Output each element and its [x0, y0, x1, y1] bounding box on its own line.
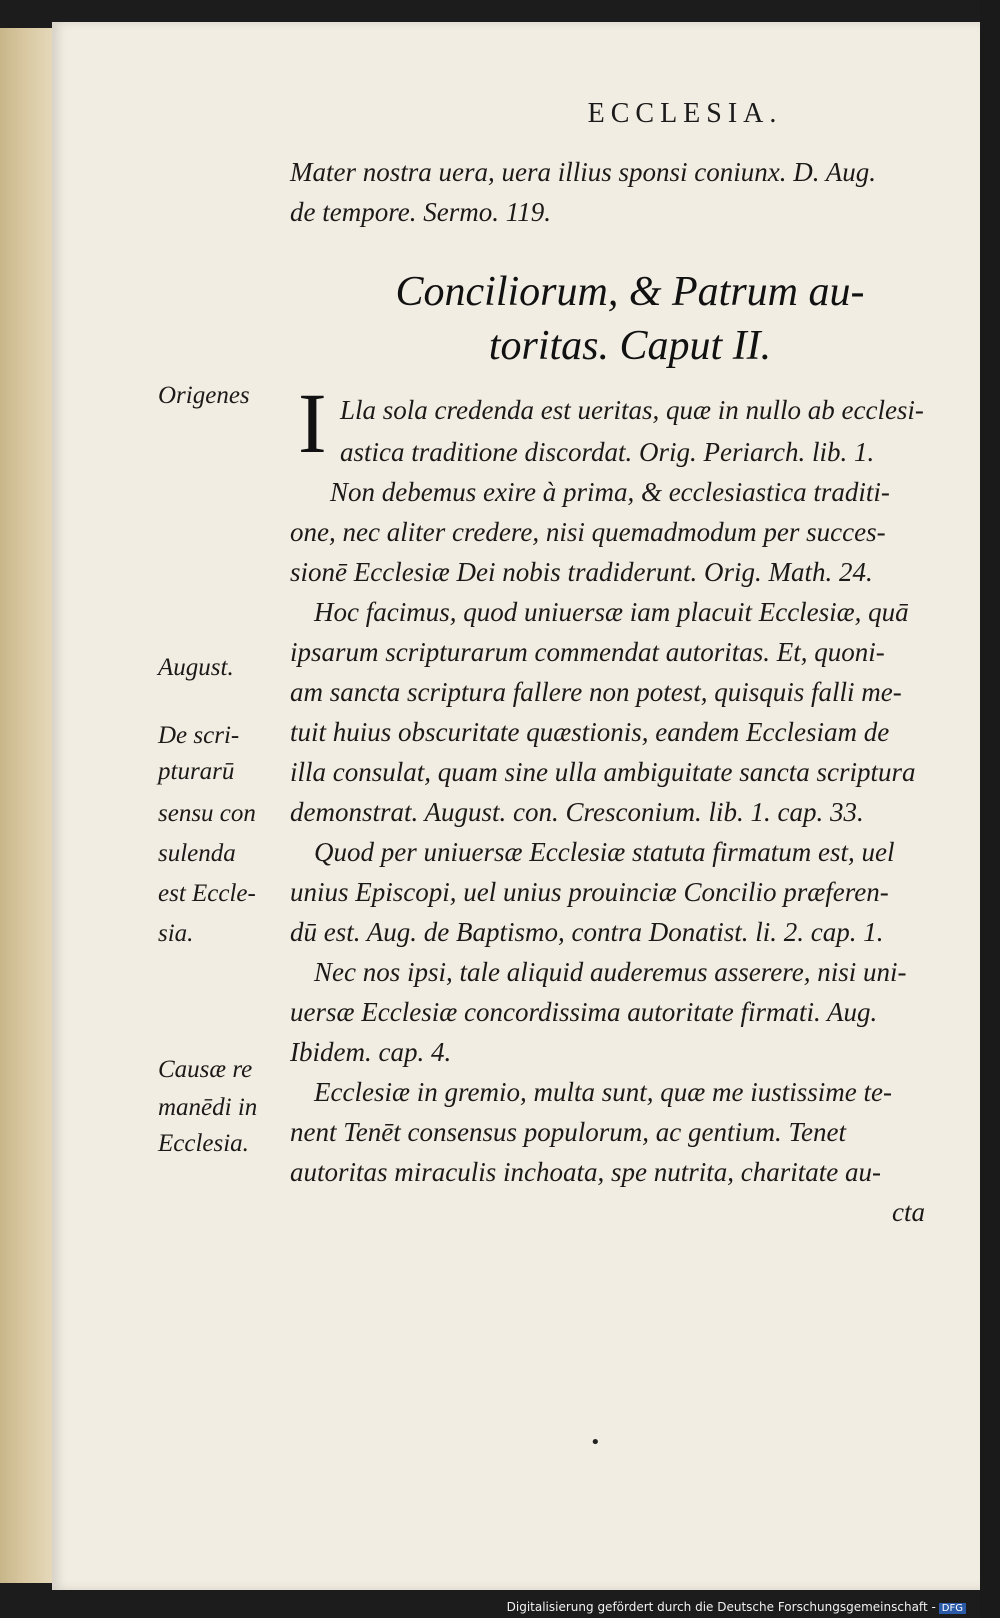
body-line: Nec nos ipsi, tale aliquid auderemus asserere, nisi uni-	[314, 957, 907, 987]
margin-note-line: est Eccle-	[158, 880, 256, 907]
opening-line-1: Mater nostra uera, uera illius sponsi coniunx. D. Aug.	[290, 157, 876, 187]
body-line: demonstrat. August. con. Cresconium. lib. 1. cap. 33.	[290, 797, 864, 827]
margin-note-line: De scri-	[158, 722, 240, 749]
chapter-title-line-1: Conciliorum, & Patrum au-	[395, 269, 865, 315]
footer-text: Digitalisierung gefördert durch die Deutsche Forschungsgemeinschaft -	[506, 1600, 936, 1614]
body-line: autoritas miraculis inchoata, spe nutrita, charitate au-	[290, 1157, 881, 1187]
body-line: am sancta scriptura fallere non potest, quisquis falli me-	[290, 677, 902, 707]
body-line: dū est. Aug. de Baptismo, contra Donatist. li. 2. cap. 1.	[290, 917, 884, 947]
page-mark: •	[590, 1432, 601, 1453]
scan-right-edge	[980, 0, 1000, 1618]
body-line: sionē Ecclesiæ Dei nobis tradiderunt. Orig. Math. 24.	[290, 557, 873, 587]
drop-cap: I	[298, 375, 327, 471]
margin-note-line: manēdi in	[158, 1094, 258, 1121]
margin-note-origenes: Origenes	[158, 382, 250, 409]
body-line: Lla sola credenda est ueritas, quæ in nullo ab ecclesi-	[340, 395, 924, 425]
dfg-logo: DFG	[939, 1603, 966, 1614]
body-line: illa consulat, quam sine ulla ambiguitate sancta scriptura	[290, 757, 916, 787]
body-line: ipsarum scripturarum commendat autoritas. Et, quoni-	[290, 637, 885, 667]
digitization-footer	[507, 1600, 966, 1614]
margin-note-line: Causæ re	[158, 1056, 253, 1083]
book-spine-edge	[0, 28, 60, 1583]
body-line: Ecclesiæ in gremio, multa sunt, quæ me iustissime te-	[314, 1077, 892, 1107]
body-line: nent Tenēt consensus populorum, ac gentium. Tenet	[290, 1117, 846, 1147]
margin-note-line: sensu con	[158, 800, 256, 827]
running-head: ECCLESIA.	[587, 98, 783, 129]
body-line: unius Episcopi, uel unius prouinciæ Concilio præferen-	[290, 877, 889, 907]
margin-note-line: sia.	[158, 920, 194, 947]
body-line: Non debemus exire à prima, & ecclesiastica traditi-	[330, 477, 890, 507]
margin-note-line: pturarū	[158, 758, 235, 785]
margin-note-august: August.	[158, 654, 234, 681]
body-line: Hoc facimus, quod uniuersæ iam placuit Ecclesiæ, quā	[314, 597, 909, 627]
catchword: cta	[892, 1197, 925, 1227]
chapter-title-line-2: toritas. Caput II.	[488, 323, 772, 369]
body-line: Ibidem. cap. 4.	[290, 1037, 452, 1067]
body-line: Quod per uniuersæ Ecclesiæ statuta firmatum est, uel	[314, 837, 895, 867]
margin-note-line: sulenda	[158, 840, 236, 867]
body-line: tuit huius obscuritate quæstionis, eandem Ecclesiam de	[290, 717, 890, 747]
body-line: astica traditione discordat. Orig. Periarch. lib. 1.	[340, 437, 875, 467]
opening-line-2: de tempore. Sermo. 119.	[290, 197, 551, 227]
margin-note-line: Ecclesia.	[158, 1130, 249, 1157]
body-line: one, nec aliter credere, nisi quemadmodum per succes-	[290, 517, 886, 547]
body-line: uersæ Ecclesiæ concordissima autoritate firmati. Aug.	[290, 997, 878, 1027]
